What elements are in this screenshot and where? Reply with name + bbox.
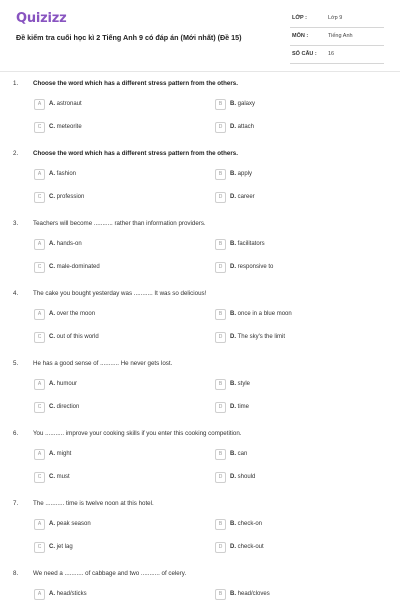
option-text — [230, 101, 255, 107]
option-letter-box[interactable]: A — [34, 589, 45, 600]
question-item — [0, 356, 400, 426]
question-number: 7. — [13, 500, 19, 507]
option-letter-box[interactable]: B — [215, 589, 226, 600]
option-text — [230, 544, 264, 550]
question-number: 8. — [13, 570, 19, 577]
option-letter-box[interactable]: B — [215, 449, 226, 460]
option-value: direction — [56, 403, 80, 410]
option-text — [230, 404, 249, 410]
option-value: profession — [56, 193, 85, 200]
option-prefix: D. — [230, 193, 236, 200]
option-prefix: C. — [49, 543, 55, 550]
option-text — [49, 381, 77, 387]
option-letter-box[interactable]: C — [34, 332, 45, 343]
option-prefix: D. — [230, 543, 236, 550]
option-letter-box[interactable]: A — [34, 99, 45, 110]
option-text — [230, 311, 292, 317]
option-letter-box[interactable]: D — [215, 472, 226, 483]
option-letter-box[interactable]: A — [34, 239, 45, 250]
option-prefix: A. — [49, 170, 55, 177]
meta-value: Tiếng Anh — [328, 33, 353, 39]
meta-row-subject — [290, 28, 384, 46]
quiz-title: Đề kiểm tra cuối học kì 2 Tiếng Anh 9 có đáp án (Mới nhất) (Đề 15) — [16, 33, 242, 42]
option-prefix: C. — [49, 123, 55, 130]
option-letter-box[interactable]: C — [34, 472, 45, 483]
option-letter-box[interactable]: B — [215, 519, 226, 530]
option-text — [49, 451, 71, 457]
meta-label: MÔN : — [292, 33, 309, 39]
header-divider — [0, 71, 400, 72]
question-text: Teachers will become ........... rather than information providers. — [33, 220, 206, 227]
option-prefix: D. — [230, 263, 236, 270]
question-text: The ........... time is twelve noon at this hotel. — [33, 500, 154, 507]
option-letter-box[interactable]: D — [215, 332, 226, 343]
option-prefix: B. — [230, 100, 236, 107]
option-letter-box[interactable]: C — [34, 262, 45, 273]
option-value: jet lag — [56, 543, 73, 550]
option-letter-box[interactable]: A — [34, 519, 45, 530]
option-letter-box[interactable]: D — [215, 542, 226, 553]
option-text — [49, 521, 91, 527]
option-text — [49, 124, 82, 130]
option-value: career — [237, 193, 255, 200]
option-value: peak season — [56, 520, 91, 527]
option-prefix: B. — [230, 590, 236, 597]
option-value: hands-on — [56, 240, 82, 247]
option-prefix: C. — [49, 263, 55, 270]
option-letter-box[interactable]: D — [215, 262, 226, 273]
option-prefix: B. — [230, 240, 236, 247]
question-text: Choose the word which has a different stress pattern from the others. — [33, 80, 238, 87]
question-item — [0, 496, 400, 566]
option-value: responsive to — [237, 263, 274, 270]
meta-row-question-count — [290, 46, 384, 64]
option-prefix: A. — [49, 590, 55, 597]
option-prefix: D. — [230, 123, 236, 130]
meta-label: SỐ CÂU : — [292, 51, 317, 57]
option-value: male-dominated — [56, 263, 100, 270]
meta-value: 16 — [328, 51, 335, 57]
option-text — [230, 334, 285, 340]
option-value: check-out — [237, 543, 264, 550]
option-value: out of this world — [56, 333, 99, 340]
option-prefix: D. — [230, 473, 236, 480]
option-value: can — [237, 450, 248, 457]
option-letter-box[interactable]: B — [215, 309, 226, 320]
option-text — [230, 124, 254, 130]
question-item — [0, 146, 400, 216]
option-letter-box[interactable]: A — [34, 309, 45, 320]
option-prefix: A. — [49, 100, 55, 107]
option-letter-box[interactable]: B — [215, 99, 226, 110]
question-item — [0, 286, 400, 356]
question-number: 2. — [13, 150, 19, 157]
option-text — [49, 474, 70, 480]
option-prefix: A. — [49, 240, 55, 247]
option-value: galaxy — [237, 100, 256, 107]
option-text — [49, 101, 82, 107]
option-letter-box[interactable]: C — [34, 402, 45, 413]
option-text — [49, 171, 76, 177]
option-prefix: C. — [49, 473, 55, 480]
option-text — [230, 171, 252, 177]
question-text: You ........... improve your cooking skills if you enter this cooking competition. — [33, 430, 242, 437]
option-value: once in a blue moon — [237, 310, 292, 317]
option-value: attach — [237, 123, 255, 130]
question-text: The cake you bought yesterday was ........... It was so delicious! — [33, 290, 207, 297]
meta-label: LỚP : — [292, 15, 307, 21]
option-prefix: D. — [230, 333, 236, 340]
option-text — [49, 591, 87, 597]
option-letter-box[interactable]: A — [34, 379, 45, 390]
question-list — [0, 76, 400, 600]
option-letter-box[interactable]: B — [215, 169, 226, 180]
option-value: might — [56, 450, 72, 457]
option-value: head/cloves — [237, 590, 270, 597]
option-value: facilitators — [237, 240, 265, 247]
option-letter-box[interactable]: D — [215, 122, 226, 133]
option-value: time — [237, 403, 250, 410]
option-value: fashion — [56, 170, 77, 177]
option-prefix: A. — [49, 310, 55, 317]
option-prefix: B. — [230, 450, 236, 457]
question-item — [0, 216, 400, 286]
option-value: astronaut — [56, 100, 82, 107]
option-letter-box[interactable]: C — [34, 122, 45, 133]
option-prefix: B. — [230, 380, 236, 387]
option-text — [230, 264, 273, 270]
question-number: 4. — [13, 290, 19, 297]
meta-row-grade — [290, 10, 384, 28]
option-letter-box[interactable]: A — [34, 449, 45, 460]
option-letter-box[interactable]: C — [34, 192, 45, 203]
option-value: apply — [237, 170, 253, 177]
option-value: meteorite — [56, 123, 82, 130]
option-letter-box[interactable]: D — [215, 402, 226, 413]
option-text — [230, 241, 265, 247]
option-prefix: B. — [230, 520, 236, 527]
option-prefix: C. — [49, 403, 55, 410]
option-prefix: D. — [230, 403, 236, 410]
option-value: head/sticks — [56, 590, 87, 597]
option-value: humour — [56, 380, 78, 387]
question-item — [0, 566, 400, 600]
option-text — [230, 194, 255, 200]
question-number: 3. — [13, 220, 19, 227]
question-text: Choose the word which has a different stress pattern from the others. — [33, 150, 238, 157]
option-prefix: C. — [49, 333, 55, 340]
option-letter-box[interactable]: B — [215, 379, 226, 390]
question-item — [0, 76, 400, 146]
quizizz-logo: Quizizz — [16, 11, 67, 26]
worksheet-header — [0, 0, 400, 62]
option-text — [230, 591, 270, 597]
option-value: style — [237, 380, 251, 387]
option-value: over the moon — [56, 310, 96, 317]
option-text — [230, 381, 250, 387]
option-letter-box[interactable]: B — [215, 239, 226, 250]
option-text — [230, 521, 262, 527]
question-text: He has a good sense of ........... He never gets lost. — [33, 360, 173, 367]
option-text — [49, 194, 84, 200]
option-prefix: A. — [49, 380, 55, 387]
option-letter-box[interactable]: D — [215, 192, 226, 203]
question-item — [0, 426, 400, 496]
option-text — [49, 241, 82, 247]
option-value: The sky's the limit — [237, 333, 286, 340]
option-text — [49, 404, 79, 410]
option-prefix: A. — [49, 520, 55, 527]
option-value: must — [56, 473, 70, 480]
option-text — [49, 264, 100, 270]
option-prefix: A. — [49, 450, 55, 457]
option-value: check-on — [237, 520, 263, 527]
option-prefix: B. — [230, 310, 236, 317]
option-text — [49, 334, 99, 340]
question-number: 5. — [13, 360, 19, 367]
option-text — [49, 311, 95, 317]
quiz-meta-box — [290, 10, 384, 64]
question-number: 1. — [13, 80, 19, 87]
option-letter-box[interactable]: C — [34, 542, 45, 553]
option-prefix: B. — [230, 170, 236, 177]
option-value: should — [237, 473, 256, 480]
option-text — [230, 451, 247, 457]
option-prefix: C. — [49, 193, 55, 200]
question-text: We need a ........... of cabbage and two ........... of celery. — [33, 570, 187, 577]
question-number: 6. — [13, 430, 19, 437]
meta-value: Lớp 9 — [328, 15, 343, 21]
option-text — [49, 544, 73, 550]
option-text — [230, 474, 255, 480]
option-letter-box[interactable]: A — [34, 169, 45, 180]
